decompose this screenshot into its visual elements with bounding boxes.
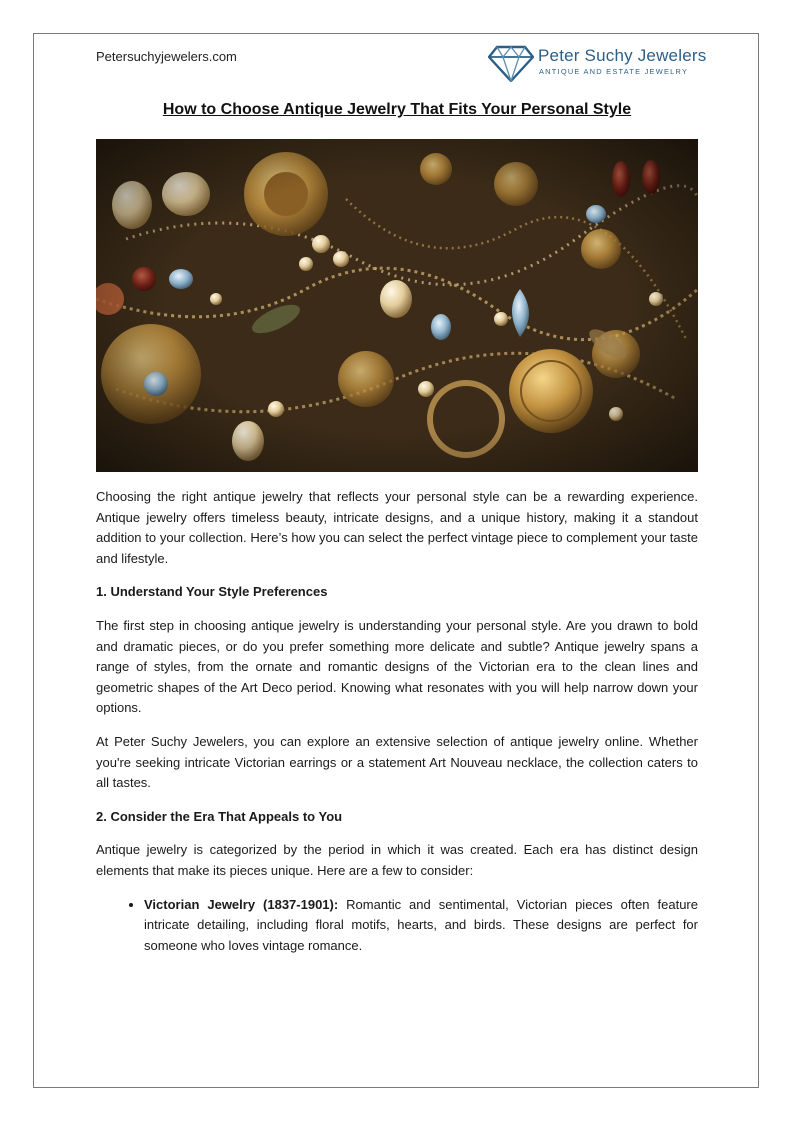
hero-jewelry-image — [96, 139, 698, 472]
section-paragraph: At Peter Suchy Jewelers, you can explore an extensive selection of antique jewelry online. Whether you're seeking intricate Victorian earrings or a statement Art Nouveau necklace, the collection caters to all tastes. — [96, 733, 698, 791]
jewelry-collage — [96, 139, 698, 472]
logo-name: Peter Suchy Jewelers — [538, 46, 707, 65]
intro-paragraph: Choosing the right antique jewelry that reflects your personal style can be a rewarding experience. Antique jewelry offers timeless beauty, intricate designs, and a unique history, making it a standout addition to your collection. Here’s how you can select the perfect vintage piece to complement your taste and lifestyle. — [96, 489, 698, 566]
section-heading: 2. Consider the Era That Appeals to You — [96, 808, 343, 824]
logo[interactable] — [488, 44, 707, 84]
section-paragraph: Antique jewelry is categorized by the period in which it was created. Each era has distinct design elements that make its pieces unique. Here are a few to consider: — [96, 842, 698, 878]
bullet-text: Romantic and sentimental, Victorian pieces often feature intricate detailing, including floral motifs, hearts, and birds. These designs are perfect for someone who loves vintage romance. — [144, 896, 698, 953]
logo-tagline: ANTIQUE AND ESTATE JEWELRY — [539, 67, 689, 76]
section-heading: 1. Understand Your Style Preferences — [96, 584, 328, 600]
article-body — [96, 487, 698, 956]
diamond-icon — [488, 44, 534, 82]
era-list — [96, 895, 698, 957]
section-paragraph: The first step in choosing antique jewelry is understanding your personal style. Are you drawn to bold and dramatic pieces, or do you prefer something more delicate and subtle? Antique jewelry spans a range of styles, from the ornate and romantic designs of the Victorian era to the clean lines and geometric shapes of the Art Deco period. Knowing what resonates with you will help narrow down your options. — [96, 617, 698, 716]
article-title: How to Choose Antique Jewelry That Fits Your Personal Style — [162, 101, 632, 118]
bullet-term: Victorian Jewelry (1837-1901): — [144, 896, 339, 912]
site-url[interactable]: Petersuchyjewelers.com — [96, 49, 237, 64]
list-item — [144, 895, 698, 957]
